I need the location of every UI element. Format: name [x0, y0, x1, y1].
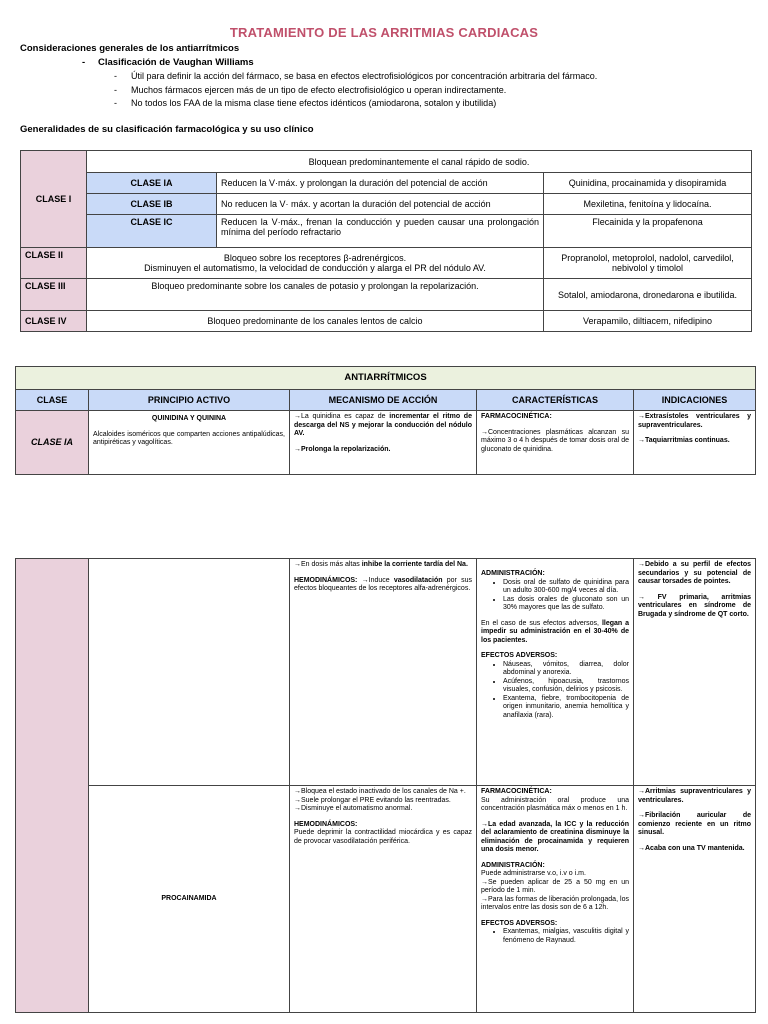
- procainamida-indications-cell: [634, 786, 756, 1013]
- clase-ii-mechanism: [87, 248, 544, 279]
- list-item: • Exantema, fiebre, trombocitopenia de origen inmunitario, anemia hemolítica y anafilaxia (rara).: [503, 695, 629, 721]
- considerations-list: [114, 70, 597, 111]
- adverse-note-text: En el caso de sus efectos adversos,: [481, 619, 602, 627]
- quinidina-characteristics-cell: [477, 411, 634, 475]
- pharmacokinetics-text: Su administración oral produce una concentración plasmática máx o menos en 1 h.: [481, 796, 629, 812]
- header-principio-activo: PRINCIPIO ACTIVO: [89, 390, 290, 411]
- antiarrhythmic-table: [15, 366, 756, 475]
- clase-ia-cell: CLASE IA: [87, 173, 217, 194]
- subheading-text: Clasificación de Vaughan Williams: [98, 57, 254, 68]
- indication-item: →Fibrilación auricular de comienzo reciente en un ritmo sinusal.: [638, 812, 751, 836]
- adverse-effects-heading: EFECTOS ADVERSOS:: [481, 919, 558, 927]
- hemodynamic-text: Puede deprimir la contractilidad miocárdica y es capaz de provocar vasodilatación periférica.: [294, 829, 472, 845]
- clase-i-cell: CLASE I: [21, 151, 87, 248]
- list-item: - Muchos fármacos ejercen más de un tipo de efecto electrofisiológico u operan indirectamente.: [114, 84, 597, 98]
- list-item: • Las dosis orales de gluconato son un 30% mayores que las de sulfato.: [503, 596, 629, 613]
- mechanism-item: →Suele prolongar el PRE evitando las reentradas.: [294, 796, 451, 804]
- administration-heading: ADMINISTRACIÓN:: [481, 570, 545, 577]
- list-item: • Dosis oral de sulfato de quinidina para un adulto 300-600 mg/4 veces al día.: [503, 579, 629, 596]
- classification-table: [20, 150, 752, 332]
- procainamida-drug-cell: PROCAINAMIDA: [89, 786, 290, 1013]
- section-heading-classification: Generalidades de su clasificación farmacológica y su uso clínico: [20, 124, 314, 135]
- hemodynamic-label: HEMODINÁMICOS:: [294, 576, 358, 584]
- administration-item: →Se pueden aplicar de 25 a 50 mg en un período de 1 min.: [481, 878, 629, 894]
- clase-ib-mechanism: No reducen la V· máx. y acortan la duración del potencial de acción: [217, 194, 544, 215]
- clase-cell-continued: [16, 559, 89, 1013]
- clase-iii-mechanism: Bloqueo predominante sobre los canales de potasio y prolongan la repolarización.: [87, 279, 544, 311]
- hemodynamic-label: HEMODINÁMICOS:: [294, 820, 358, 828]
- drug-description: Alcaloides isoméricos que comparten acciones antipalúdicas, antipiréticas y vagolíticas.: [93, 430, 285, 446]
- hemodynamic-text: →Induce: [357, 576, 394, 584]
- antiarrhythmic-table-continued: [15, 558, 756, 1013]
- header-clase: CLASE: [16, 390, 89, 411]
- quinidina-drug-cell: [89, 411, 290, 475]
- quinidina-indications-cell-continued: [634, 559, 756, 786]
- quinidina-mechanism-cell: [290, 411, 477, 475]
- hemodynamic-text: por sus efectos bloqueantes de los receptores alfa-adrenérgicos.: [294, 576, 472, 592]
- characteristics-heading: FARMACOCINÉTICA:: [481, 413, 552, 420]
- clase-ic-mechanism: Reducen la V·máx., frenan la conducción y pueden causar una prolongación mínima del período refractario: [217, 215, 544, 248]
- adverse-effects-heading: EFECTOS ADVERSOS:: [481, 652, 558, 659]
- clase-ii-drugs: Propranolol, metoprolol, nadolol, carvedilol, nebivolol y timolol: [544, 248, 752, 279]
- clase-ia-label: CLASE IA: [16, 411, 89, 475]
- clase-iv-mechanism: Bloqueo predominante de los canales lentos de calcio: [87, 311, 544, 332]
- indication-item: →Debido a su perfil de efectos secundarios y su potencial de causar torsades de pointes.: [638, 561, 751, 585]
- quinidina-indications-cell: [634, 411, 756, 475]
- quinidina-characteristics-cell-continued: [477, 559, 634, 786]
- mechanism-item: →Prolonga la repolarización.: [294, 445, 391, 453]
- clase-iv-cell: CLASE IV: [21, 311, 87, 332]
- list-item: • Acúfenos, hipoacusia, trastornos visuales, confusión, delirios y psicosis.: [503, 678, 629, 695]
- clase-ia-drugs: Quinidina, procainamida y disopiramida: [544, 173, 752, 194]
- indication-item: →Arritmias supraventriculares y ventriculares.: [638, 788, 751, 804]
- characteristics-item: →Concentraciones plasmáticas alcanzan su máximo 3 o 4 h después de tomar dosis oral de gluconato de quinidina.: [481, 428, 629, 453]
- header-indicaciones: INDICACIONES: [634, 390, 756, 411]
- mechanism-item: [294, 561, 472, 570]
- indication-item: → FV primaria, arritmias ventriculares en síndrome de Brugada y síndrome de QT corto.: [638, 593, 751, 618]
- mechanism-text: →La quinidina es capaz de: [294, 413, 390, 420]
- administration-item: →Para las formas de liberación prolongada, los intervalos entre las dosis son de 6 a 12h.: [481, 895, 629, 911]
- administration-heading: ADMINISTRACIÓN:: [481, 861, 545, 869]
- mechanism-item: →Bloquea el estado inactivado de los canales de Na +.: [294, 788, 466, 795]
- drug-name: QUINIDINA Y QUININA: [151, 415, 227, 422]
- adverse-note-text-bold: llegan a impedir su administración en el 30-40% de los pacientes.: [481, 619, 629, 644]
- clase-ib-drugs: Mexiletina, fenitoína y lidocaína.: [544, 194, 752, 215]
- mechanism-item: [294, 413, 472, 439]
- procainamida-characteristics-cell: [477, 786, 634, 1013]
- hemodynamic-item: [294, 577, 472, 594]
- clase-ii-mechanism-line: Disminuyen el automatismo, la velocidad de conducción y alarga el PR del nódulo AV.: [144, 263, 486, 273]
- indication-item: →Taquiarritmias continuas.: [638, 437, 730, 444]
- adverse-note: [481, 620, 629, 646]
- mechanism-text-bold: inhibe la corriente tardía del Na.: [361, 561, 468, 568]
- section-heading-general: Consideraciones generales de los antiarrítmicos: [20, 43, 240, 54]
- quinidina-mechanism-cell-continued: [290, 559, 477, 786]
- pharmacokinetics-text-bold: →La edad avanzada, la ICC y la reducción del aclaramiento de creatinina disminuye la eliminación de procainamida y requieren una dosis menor.: [481, 820, 629, 853]
- clase-ia-mechanism: Reducen la V·máx. y prolongan la duración del potencial de acción: [217, 173, 544, 194]
- indication-item: →Acaba con una TV mantenida.: [638, 844, 745, 852]
- adverse-effects-list: [481, 661, 629, 721]
- mechanism-text-bold: incrementar el ritmo de descarga del NS y mejorar la conducción del nódulo AV.: [294, 413, 472, 437]
- clase-iii-cell: CLASE III: [21, 279, 87, 311]
- mechanism-text: →En dosis más altas: [294, 561, 362, 568]
- clase-ib-cell: CLASE IB: [87, 194, 217, 215]
- clase-ic-cell: CLASE IC: [87, 215, 217, 248]
- mechanism-item: →Disminuye el automatismo anormal.: [294, 805, 413, 812]
- page-title: TRATAMIENTO DE LAS ARRITMIAS CARDIACAS: [229, 25, 539, 40]
- list-item: - Útil para definir la acción del fármaco, se basa en efectos electrofisiológicos por concentración arbitraria del fármaco.: [114, 70, 597, 84]
- list-item: • Exantemas, mialgias, vasculitis digital y fenómeno de Raynaud.: [503, 928, 629, 945]
- administration-item: Puede administrarse v.o, i.v o i.m.: [481, 870, 586, 877]
- dash-marker: -: [82, 57, 86, 68]
- antiarrhythmic-table-title: ANTIARRÍTMICOS: [16, 367, 756, 390]
- clase-iii-drugs: Sotalol, amiodarona, dronedarona e ibutilida.: [544, 279, 752, 311]
- clase-i-summary: Bloquean predominantemente el canal rápido de sodio.: [87, 151, 752, 173]
- clase-ic-drugs: Flecainida y la propafenona: [544, 215, 752, 248]
- adverse-effects-list: [481, 928, 629, 945]
- clase-ii-mechanism-line: Bloqueo sobre los receptores β-adrenérgicos.: [223, 253, 407, 263]
- header-caracteristicas: CARACTERÍSTICAS: [477, 390, 634, 411]
- clase-ii-cell: CLASE II: [21, 248, 87, 279]
- clase-iv-drugs: Verapamilo, diltiacem, nifedipino: [544, 311, 752, 332]
- list-item: - No todos los FAA de la misma clase tiene efectos idénticos (amiodarona, sotalon y ibutilida): [114, 97, 597, 111]
- administration-list: [481, 579, 629, 613]
- header-mecanismo: MECANISMO DE ACCIÓN: [290, 390, 477, 411]
- procainamida-mechanism-cell: [290, 786, 477, 1013]
- list-item: • Náuseas, vómitos, diarrea, dolor abdominal y anorexia.: [503, 661, 629, 678]
- pharmacokinetics-heading: FARMACOCINÉTICA:: [481, 788, 552, 795]
- quinidina-drug-cell-continued: [89, 559, 290, 786]
- indication-item: →Extrasístoles ventriculares y supraventriculares.: [638, 413, 751, 429]
- hemodynamic-text-bold: vasodilatación: [393, 576, 443, 584]
